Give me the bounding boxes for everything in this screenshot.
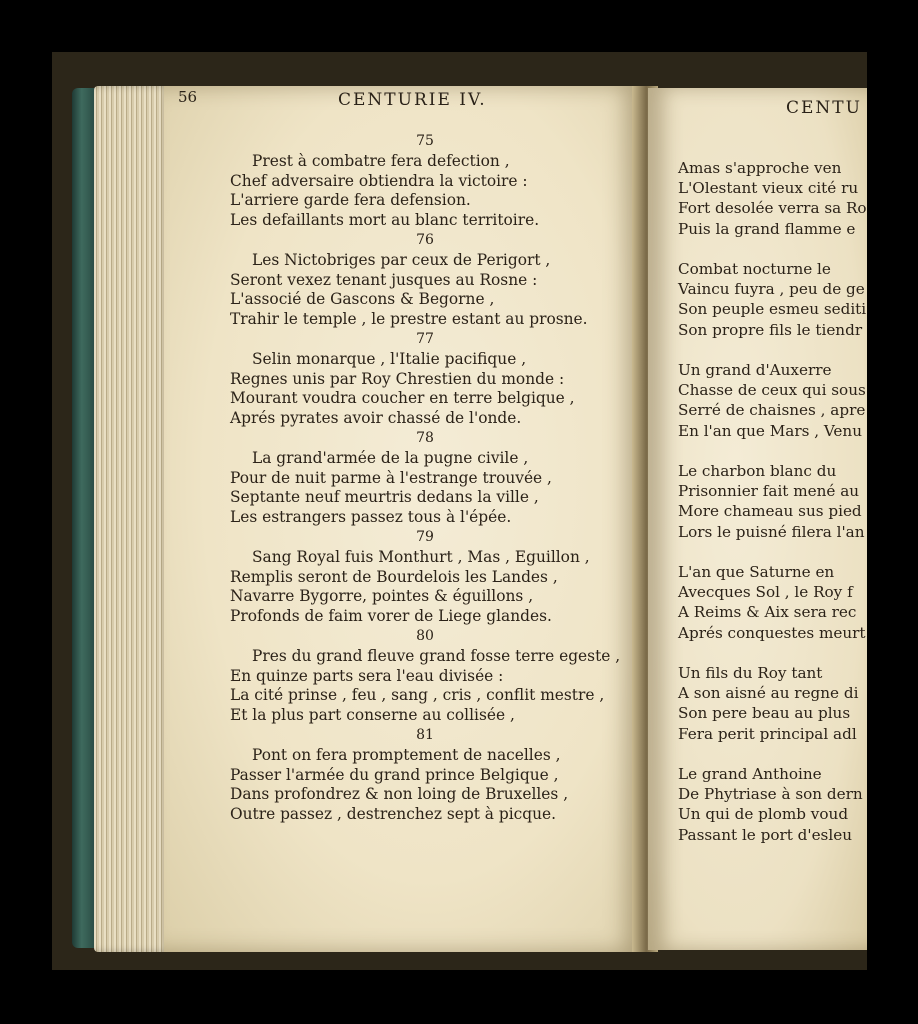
verse-line: Son propre fils le tiendr xyxy=(678,320,863,339)
stanza-gap xyxy=(678,542,867,562)
left-page-text xyxy=(230,132,620,825)
verse-line: Avecques Sol , le Roy f xyxy=(678,583,853,602)
book-cover-spine xyxy=(72,88,96,948)
verse-line: Sang Royal fuis Monthurt , Mas , Eguillon , xyxy=(252,547,590,566)
verse-line: Dans profondrez & non loing de Bruxelles , xyxy=(230,785,569,804)
verse-line: Le charbon blanc du xyxy=(678,462,837,480)
verse-line: Et la plus part conserne au collisée , xyxy=(230,706,515,725)
verse-line: Un fils du Roy tant xyxy=(678,664,823,682)
verse-line: Lors le puisné filera l'an xyxy=(678,522,865,541)
verse-line: Amas s'approche ven xyxy=(678,159,842,177)
verse-line: L'arriere garde fera defension. xyxy=(230,191,471,210)
quatrain-number: 81 xyxy=(416,726,434,743)
verse-line: Trahir le temple , le prestre estant au prosne. xyxy=(230,310,588,329)
stanza-gap xyxy=(678,441,867,461)
verse-line: Puis la grand flamme e xyxy=(678,219,856,238)
verse-line: Profonds de faim vorer de Liege glandes. xyxy=(230,607,552,626)
stanza-gap xyxy=(678,643,867,663)
verse-line: Selin monarque , l'Italie pacifique , xyxy=(252,349,527,368)
quatrain-number: 76 xyxy=(416,231,434,248)
verse-line: Outre passez , destrenchez sept à picque. xyxy=(230,805,557,824)
verse-line: L'an que Saturne en xyxy=(678,563,835,581)
stanza-gap xyxy=(678,744,867,764)
verse-line: Son peuple esmeu sediti xyxy=(678,300,867,319)
quatrain-number: 77 xyxy=(416,330,434,347)
page-edges xyxy=(94,86,172,952)
verse-line: Pour de nuit parme à l'estrange trouvée , xyxy=(230,468,552,487)
verse-line: Passer l'armée du grand prince Belgique , xyxy=(230,765,559,784)
verse-line: La grand'armée de la pugne civile , xyxy=(252,448,529,467)
verse-line: Aprés conquestes meurt xyxy=(678,623,866,642)
verse-line: Seront vexez tenant jusques au Rosne : xyxy=(230,270,538,289)
verse-line: Septante neuf meurtris dedans la ville , xyxy=(230,488,539,507)
verse-line: Pres du grand fleuve grand fosse terre egeste , xyxy=(252,646,621,665)
verse-line: Passant le port d'esleu xyxy=(678,825,852,844)
verse-line: Les defaillants mort au blanc territoire. xyxy=(230,211,540,230)
verse-line: L'associé de Gascons & Begorne , xyxy=(230,290,495,309)
verse-line: Remplis seront de Bourdelois les Landes , xyxy=(230,567,558,586)
stanza-gap xyxy=(678,239,867,259)
page-number: 56 xyxy=(178,88,198,106)
verse-line: De Phytriase à son dern xyxy=(678,785,863,804)
verse-line: Chef adversaire obtiendra la victoire : xyxy=(230,171,528,190)
verse-line: A Reims & Aix sera rec xyxy=(678,603,857,622)
verse-line: Un qui de plomb voud xyxy=(678,805,849,824)
verse-line: Fort desolée verra sa Ro xyxy=(678,199,867,218)
verse-line: Prisonnier fait mené au xyxy=(678,482,860,501)
verse-line: L'Olestant vieux cité ru xyxy=(678,179,859,198)
right-page xyxy=(648,88,867,950)
verse-line: Vaincu fuyra , peu de ge xyxy=(678,280,865,299)
quatrain-number: 75 xyxy=(416,133,434,149)
verse-line: Son pere beau au plus xyxy=(678,704,851,723)
verse-line: Chasse de ceux qui sous xyxy=(678,381,866,400)
verse-line: Les Nictobriges par ceux de Perigort , xyxy=(252,250,551,269)
running-head-right: CENTU xyxy=(786,98,862,118)
verse-line: Combat nocturne le xyxy=(678,260,831,278)
verse-line: En quinze parts sera l'eau divisée : xyxy=(230,666,504,685)
quatrain-number: 80 xyxy=(416,627,434,644)
verse-line: Les estrangers passez tous à l'épée. xyxy=(230,508,512,527)
verse-line: Mourant voudra coucher en terre belgique , xyxy=(230,389,575,408)
verse-line: Fera perit principal adl xyxy=(678,724,857,743)
verse-line: Le grand Anthoine xyxy=(678,765,822,783)
quatrain-number: 78 xyxy=(416,429,434,446)
verse-line: Navarre Bygorre, pointes & éguillons , xyxy=(230,587,534,606)
verse-line: Serré de chaisnes , apre xyxy=(678,401,866,420)
verse-line: A son aisné au regne di xyxy=(678,684,859,703)
verse-line: En l'an que Mars , Venu xyxy=(678,421,862,440)
stanza-gap xyxy=(678,340,867,360)
verse-line: La cité prinse , feu , sang , cris , conflit mestre , xyxy=(230,686,605,705)
verse-line: Regnes unis par Roy Chrestien du monde : xyxy=(230,369,565,388)
verse-line: Aprés pyrates avoir chassé de l'onde. xyxy=(230,409,522,428)
book-photo xyxy=(52,52,867,970)
verse-line: Prest à combatre fera defection , xyxy=(252,151,510,170)
quatrain-number: 79 xyxy=(416,528,434,545)
verse-line: More chameau sus pied xyxy=(678,502,862,521)
verse-line: Pont on fera promptement de nacelles , xyxy=(252,745,561,764)
verse-line: Un grand d'Auxerre xyxy=(678,361,832,379)
running-head-left: CENTURIE IV. xyxy=(338,90,487,110)
right-page-text xyxy=(678,158,867,845)
